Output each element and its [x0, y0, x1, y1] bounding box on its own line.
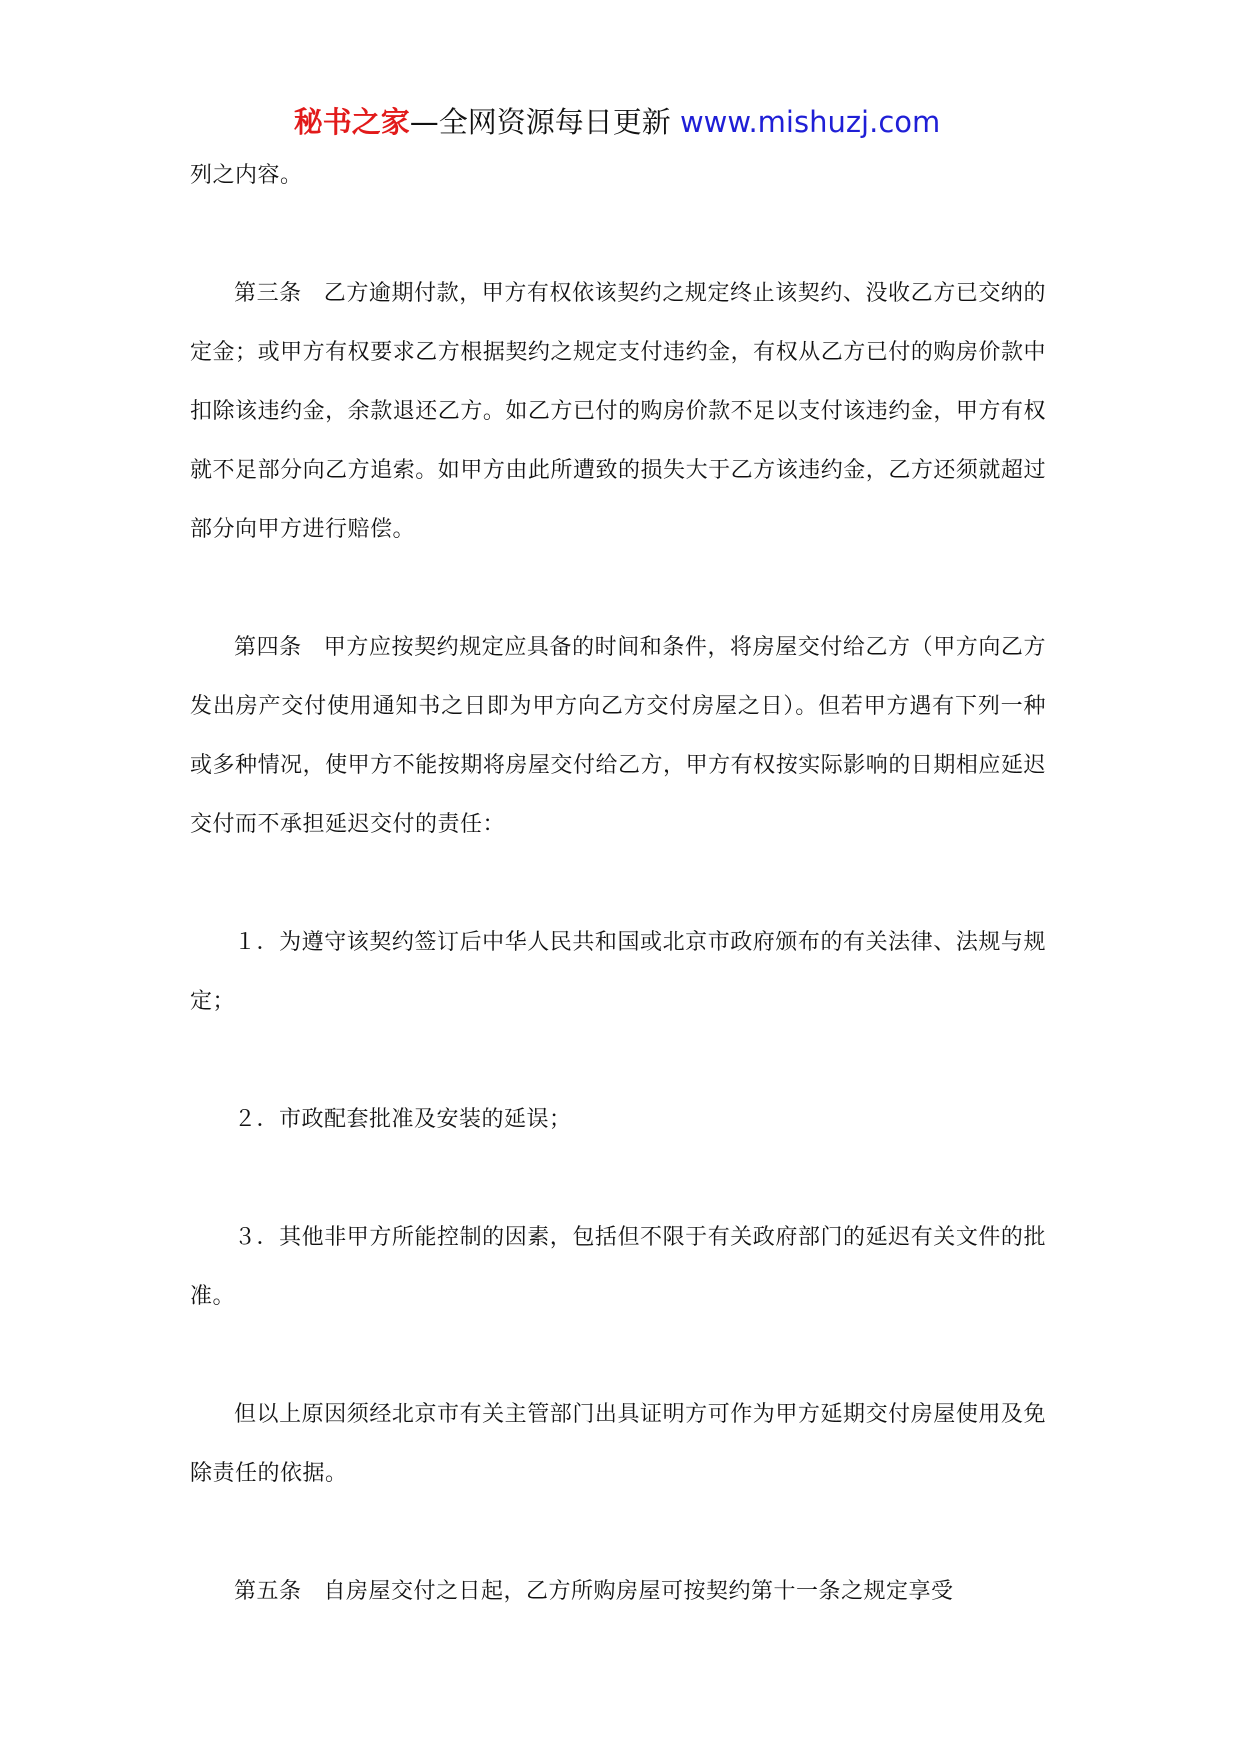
paragraph-text: 但以上原因须经北京市有关主管部门出具证明方可作为甲方延期交付房屋使用及免除责任的依据。	[190, 1402, 1046, 1486]
header-slogan: —全网资源每日更新	[409, 105, 671, 139]
list-item-3	[190, 1208, 1046, 1326]
article-label: 第四条	[234, 635, 302, 660]
list-item-1	[190, 913, 1046, 1031]
article-label: 第五条	[234, 1579, 302, 1604]
site-header	[0, 102, 1234, 142]
article-text: 乙方逾期付款，甲方有权依该契约之规定终止该契约、没收乙方已交纳的定金；或甲方有权要求乙方根据契约之规定支付违约金，有权从乙方已付的购房价款中扣除该违约金，余款退还乙方。如乙方已付的购房价款不足以支付该违约金，甲方有权就不足部分向乙方追索。如甲方由此所遭致的损失大于乙方该违约金，乙方还须就超过部分向甲方进行赔偿。	[190, 281, 1046, 542]
article-four	[190, 618, 1046, 854]
document-body	[190, 146, 1046, 1680]
article-five	[190, 1562, 1046, 1621]
list-item-text: 为遵守该契约签订后中华人民共和国或北京市政府颁布的有关法律、法规与规定；	[190, 930, 1046, 1014]
site-url-link[interactable]: www.mishuzj.com	[679, 105, 941, 139]
article-text: 自房屋交付之日起，乙方所购房屋可按契约第十一条之规定享受	[323, 1579, 954, 1604]
list-item-text: 其他非甲方所能控制的因素，包括但不限于有关政府部门的延迟有关文件的批准。	[190, 1225, 1046, 1309]
list-item-number: ３．	[234, 1225, 280, 1250]
list-item-number: １．	[234, 930, 280, 955]
list-item-2	[190, 1090, 1046, 1149]
proviso-paragraph	[190, 1385, 1046, 1503]
brand-name: 秘书之家	[293, 105, 410, 139]
list-item-number: ２．	[234, 1107, 280, 1132]
article-text: 甲方应按契约规定应具备的时间和条件，将房屋交付给乙方（甲方向乙方发出房产交付使用通知书之日即为甲方向乙方交付房屋之日）。但若甲方遇有下列一种或多种情况，使甲方不能按期将房屋交付给乙方，甲方有权按实际影响的日期相应延迟交付而不承担延迟交付的责任：	[190, 635, 1046, 837]
article-three	[190, 264, 1046, 559]
article-label: 第三条	[234, 281, 302, 306]
paragraph-text: 列之内容。	[190, 163, 303, 188]
paragraph-continuation	[190, 146, 1046, 205]
list-item-text: 市政配套批准及安装的延误；	[279, 1107, 572, 1132]
